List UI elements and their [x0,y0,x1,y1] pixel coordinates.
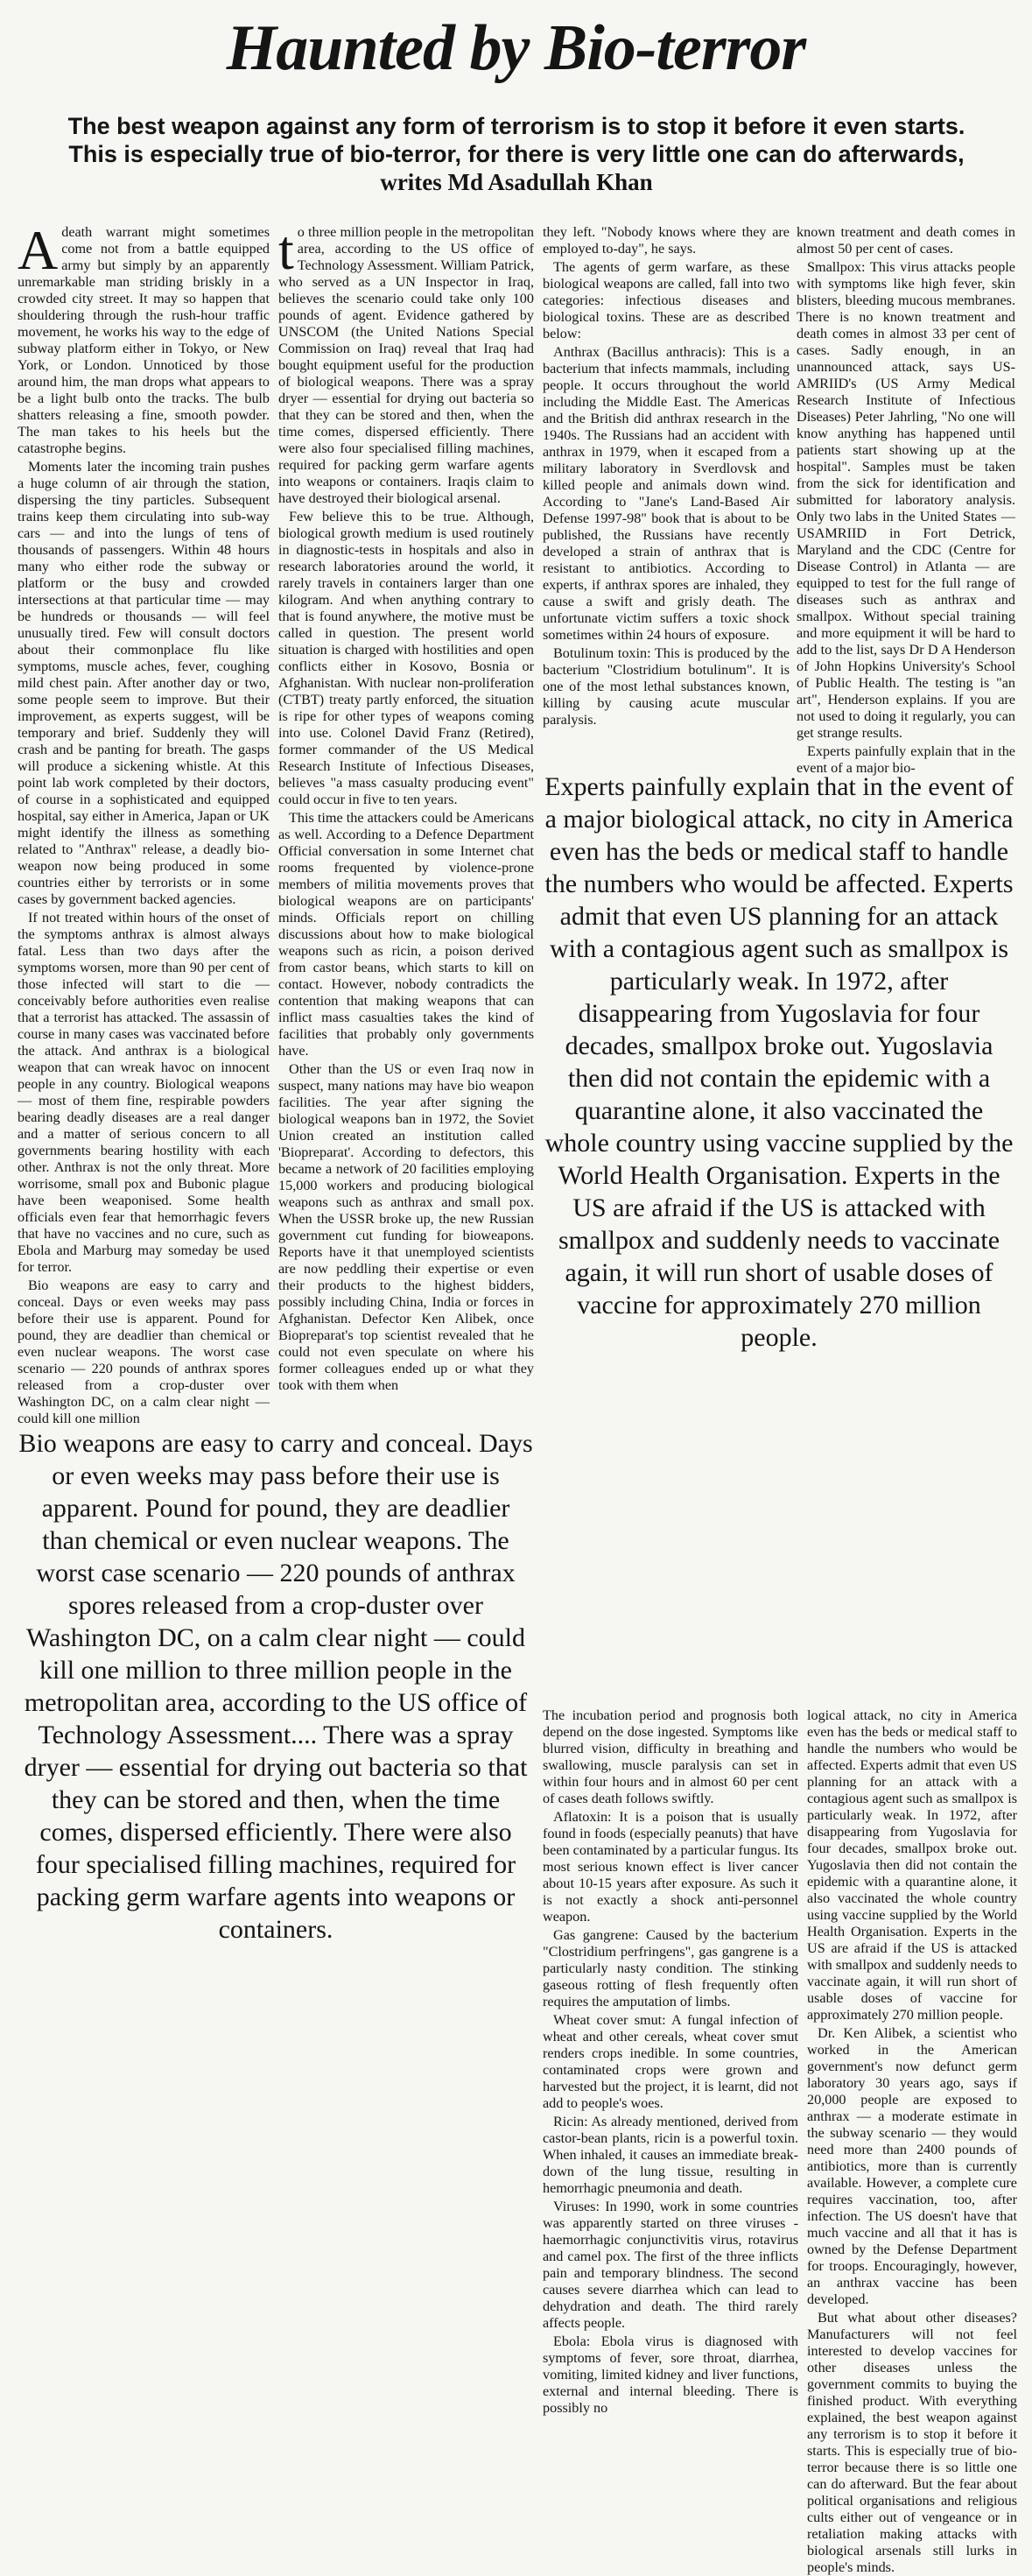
pull-quote-left: Bio weapons are easy to carry and conceal. Days or even weeks may pass before their use is apparent. Pound for pound, they are deadlier than chemical or even nuclear weapons. The worst case scenario — 220 pounds of anthrax spores released from a crop-duster over Washington DC, on a calm clear night — could kill one million to three million people in the metropolitan area, according to the US office of Technology Assessment.... There was a spray dryer — essential for drying out bacteria so that they can be stored and then, when the time comes, dispersed efficiently. There were also four specialised filling machines, required for packing germ warfare agents into weapons or containers. [18,1429,533,1944]
col1-para-3: If not treated within hours of the onset of the symptoms anthrax is almost always fatal. Less than two days after the symptoms worsen, more than 90 per cent of those infected will start to die — conceivably before authorities even realise that a terrorist has attacked. The assassin of course in many cases was vaccinated before the attack. And anthrax is a biological weapon that can wreak havoc on innocent people in any country. Biological weapons — most of them fine, respirable powders bearing deadly diseases are a real danger and a matter of serious concern to all governments bearing hostility with each other. Anthrax is not the only threat. More worrisome, small pox and Bubonic plague have been weaponised. Some health officials even fear that hemorrhagic fevers that have no vaccines and no cure, such as Ebola and Marburg may someday be used for terror. [18,910,270,1275]
col3-para-3: Anthrax (Bacillus anthracis): This is a bacterium that infects mammals, including people. It occurs throughout the world including the Middle East. The Americas and the British did anthrax research in the 1940s. The Russians had an accident with anthrax in 1979, when it escaped from a military laboratory in Sverdlovsk and killed people and animals down wind. According to "Jane's Land-Based Air Defense 1997-98" book that is about to be published, the Russians have recently developed a strain of anthrax that is resistant to antibiotics. According to experts, if anthrax spores are inhaled, they cause a swift and grisly death. The unfortunate victim suffers a toxic shock sometimes within 24 hours of exposure. [543,344,790,643]
col5-para-5: Ricin: As already mentioned, derived from castor-bean plants, ricin is a powerful toxin. When inhaled, it causes an immediate break-down of the lung tissue, resulting in hemorrhagic pneumonia and death. [543,2114,798,2196]
column-6 [807,1707,1017,2575]
col3-para-1: they left. "Nobody knows where they are employed to-day", he says. [543,224,790,257]
pull-quote-right: Experts painfully explain that in the event of a major biological attack, no city in America even has the beds or medical staff to handle the numbers who would be affected. Experts admit that even US planning for an attack with a contagious agent such as smallpox is particularly weak. In 1972, after disappearing from Yugoslavia for four decades, smallpox broke out. Yugoslavia then did not contain the epidemic with a quarantine alone, it also vaccinated the whole country using vaccine supplied by the World Health Organisation. Experts in the US are afraid if the US is attacked with smallpox and suddenly needs to vaccinate again, it will run short of usable doses of vaccine for approximately 270 million people. [544,772,1014,1352]
col6-para-3: But what about other diseases? Manufacturers will not feel interested to develop vaccines for other diseases unless the government commits to buying the finished product. With everything explained, the best weapon against any terrorism is to stop it before it starts. This is especially true of bio-terror because there is so little one can do afterward. But the fear about political organisations and religious cults either out of vengeance or in retaliation making attacks with biological arsenals still lurks in people's minds. [807,2310,1017,2575]
column-1 [18,219,270,1426]
col4-para-3: Experts painfully explain that in the event of a major bio- [797,743,1015,776]
col1-para-4: Bio weapons are easy to carry and conceal. Days or even weeks may pass before their use is apparent. Pound for pound, they are deadlier than chemical or even nuclear weapons. The worst case scenario — 220 pounds of anthrax spores released from a crop-duster over Washington DC, on a calm clear night — could kill one million [18,1277,270,1426]
col4-para-1: known treatment and death comes in almost 50 per cent of cases. [797,224,1015,257]
col5-para-7: Ebola: Ebola virus is diagnosed with symptoms of fever, sore throat, diarrhea, vomiting, limited kidney and liver functions, external and internal bleeding. There is possibly no [543,2333,798,2416]
col2-para-3: This time the attackers could be Americans as well. According to a Defence Department Official conversation in some Internet chat rooms frequented by violence-prone members of militia movements proves that biological weapons are on participants' minds. Officials report on chilling discussions about how to make biological weapons such as ricin, a poison derived from castor beans, which starts to kill on contact. However, nobody contradicts the contention that making weapons that can inflict mass casualties takes the kind of facilities that probably only governments have. [278,810,534,1059]
col6-para-2: Dr. Ken Alibek, a scientist who worked in the American government's now defunct germ laboratory 30 years ago, says if 20,000 people are exposed to anthrax — a moderate estimate in the subway scenario — they would need more than 2400 pounds of antibiotics, more than is currently available. However, a complete cure requires vaccination, too, after infection. The US doesn't have that much vaccine and all that it has is owned by the Defense Department for troops. Encouragingly, however, an anthrax vaccine has been developed. [807,2025,1017,2307]
col5-para-4: Wheat cover smut: A fungal infection of wheat and other cereals, wheat cover smut renders crops inedible. In some countries, contaminated crops were grown and harvested but the project, it is learnt, did not add to people's woes. [543,2012,798,2111]
col3-para-4: Botulinum toxin: This is produced by the bacterium "Clostridium botulinum". It is one of the most lethal substances known, killing by causing acute muscular paralysis. [543,645,790,728]
col4-para-2: Smallpox: This virus attacks people with symptoms like high fever, skin blisters, bleeding mucous membranes. There is no known treatment and death comes in almost 33 per cent of cases. Sadly enough, in an unannounced attack, says US-AMRIID's (US Army Medical Research Institute of Infectious Diseases) Peter Jahrling, "No one will know anything has happened until patients start showing up at the hospital". Samples must be taken from the sick for identification and submitted for laboratory analysis. Only two labs in the United States — USAMRIID in Fort Detrick, Maryland and the CDC (Centre for Disease Control) in Atlanta — are equipped to test for the full range of diseases such as anthrax and smallpox. Without special training and more equipment it will be hard to add to the list, says Dr D A Henderson of John Hopkins University's School of Public Health. The testing is "an art", Henderson explains. If you are not used to doing it regularly, you can get strange results. [797,259,1015,741]
col5-para-6: Viruses: In 1990, work in some countries was apparently started on three viruses - haemorrhagic conjunctivitis virus, rotavirus and camel pox. The first of the three inflicts pain and temporary blindness. The second causes severe diarrhea which can lead to dehydration and death. The third rarely affects people. [543,2199,798,2331]
byline: writes Md Asadullah Khan [380,169,653,195]
col1-para-2: Moments later the incoming train pushes a huge column of air through the station, dispersing the tiny particles. Subsequent trains keep them circulating into sub-way cars — and into the lungs of tens of thousands of passengers. Within 48 hours many who either rode the subway or platform or the busy and crowded intersections at that particular time — may be hundreds or thousands — will feel unusually tired. Few will consult doctors about their commonplace flu like symptoms, muscle aches, fever, coughing mild chest pain. After another day or two, some people seem to improve. But their improvement, as experts suggest, will be temporary and brief. Suddenly they will crash and be panting for breath. The gasps will produce a sickening whistle. At this point lab work completed by their doctors, of course in a sophisticated and equipped hospital, say either in America, Japan or UK might identify the illness as something related to "Anthrax" release, a deadly bio-weapon now being produced in some countries either by terrorists or in some cases by government backed agencies. [18,459,270,907]
column-2 [278,219,534,1411]
col2-para-1: to three million people in the metropolitan area, according to the US office of Technology Assessment. William Patrick, who served as a UN Inspector in Iraq, believes the scenario could take only 100 pounds of agent. Evidence gathered by UNSCOM (the United Nations Special Commission on Iraq) reveal that Iraq had bought equipment useful for the production of biological weapons. There was a spray dryer — essential for drying out bacteria so that they can be stored and then, when the time comes, dispersed efficiently. There were also four specialised filling machines, required for packing germ warfare agents into weapons or containers. Iraqis claim to have destroyed their biological arsenal. [278,219,534,506]
deck-text: The best weapon against any form of terrorism is to stop it before it even starts. This is especially true of bio-terror, for there is very little one can do afterwards, [67,113,965,167]
col1-para-1: Adeath warrant might sometimes come not from a battle equipped army but simply by an apparently unremarkable man striding briskly in a crowded city street. It may so happen that shouldering through the rush-hour traffic movement, he works his way to the edge of subway platform either in Tokyo, or New York, or London. Unnoticed by those around him, the man drops what appears to be a light bulb onto the tracks. The bulb shatters releasing a fine, smooth powder. The man takes to his heels but the catastrophe begins. [18,219,270,456]
col2-para-2: Few believe this to be true. Although, biological growth medium is used routinely in diagnostic-tests in hospitals and also in research laboratories around the world, it rarely travels in containers larger than one kilogram. And when anything contrary to that is found anywhere, the motive must be called in question. The present world situation is charged with hostilities and open conflicts either in Kosovo, Bosnia or Afghanistan. With nuclear non-proliferation (CTBT) treaty partly enforced, the situation is ripe for other types of weapons coming into use. Colonel David Franz (Retired), former commander of the US Medical Research Institute of Infectious Diseases, believes "a mass casualty producing event" could occur in five to ten years. [278,509,534,807]
col6-para-1: logical attack, no city in America even has the beds or medical staff to handle the numbers who would be affected. Experts admit that even US planning for an attack with a contagious agent such as smallpox is particularly weak. In 1972, after disappearing from Yugoslavia for four decades, smallpox broke out. Yugoslavia then did not contain the epidemic with a quarantine alone, it also vaccinated the whole country using vaccine supplied by the World Health Organisation. Experts in the US are afraid if the US is attacked with smallpox and suddenly needs to vaccinate again, it will run short of usable doses of vaccine for approximately 270 million people. [807,1707,1017,2023]
deck [44,112,989,196]
column-3 [543,224,790,767]
col3-para-2: The agents of germ warfare, as these biological weapons are called, fall into two categories: infectious diseases and biological toxins. These are as described below: [543,259,790,341]
headline: Haunted by Bio-terror [226,12,806,84]
col5-para-3: Gas gangrene: Caused by the bacterium "Clostridium perfringens", gas gangrene is a particularly nasty condition. The stinking gaseous rotting of flesh frequently often requires the amputation of limbs. [543,1927,798,2009]
col5-para-2: Aflatoxin: It is a poison that is usually found in foods (especially peanuts) that have been contaminated by a particular fungus. Its most serious known effect is liver cancer about 10-15 years after exposure. As such it is not exactly a shock anti-personnel weapon. [543,1809,798,1925]
column-4 [797,224,1015,776]
col2-para-4: Other than the US or even Iraq now in suspect, many nations may have bio weapon facilities. The year after signing the biological weapons ban in 1972, the Soviet Union created an institution called 'Biopreparat'. According to defectors, this became a network of 20 facilities employing 15,000 workers and producing biological weapons such as anthrax and small pox. When the USSR broke up, the new Russian government cut funding for bioweapons. Reports have it that unemployed scientists are now peddling their expertise or even their products to the highest bidders, possibly including China, India or forces in Afghanistan. Defector Ken Alibek, once Biopreparat's top scientist revealed that he could not even speculate on where his former colleagues ended up or what they took with them when [278,1061,534,1393]
column-5 [543,1707,798,2416]
col5-para-1: The incubation period and prognosis both depend on the dose ingested. Symptoms like blurred vision, difficulty in breathing and swallowing, muscle paralysis can set in within four hours and in almost 60 per cent of cases death follows swiftly. [543,1707,798,1806]
